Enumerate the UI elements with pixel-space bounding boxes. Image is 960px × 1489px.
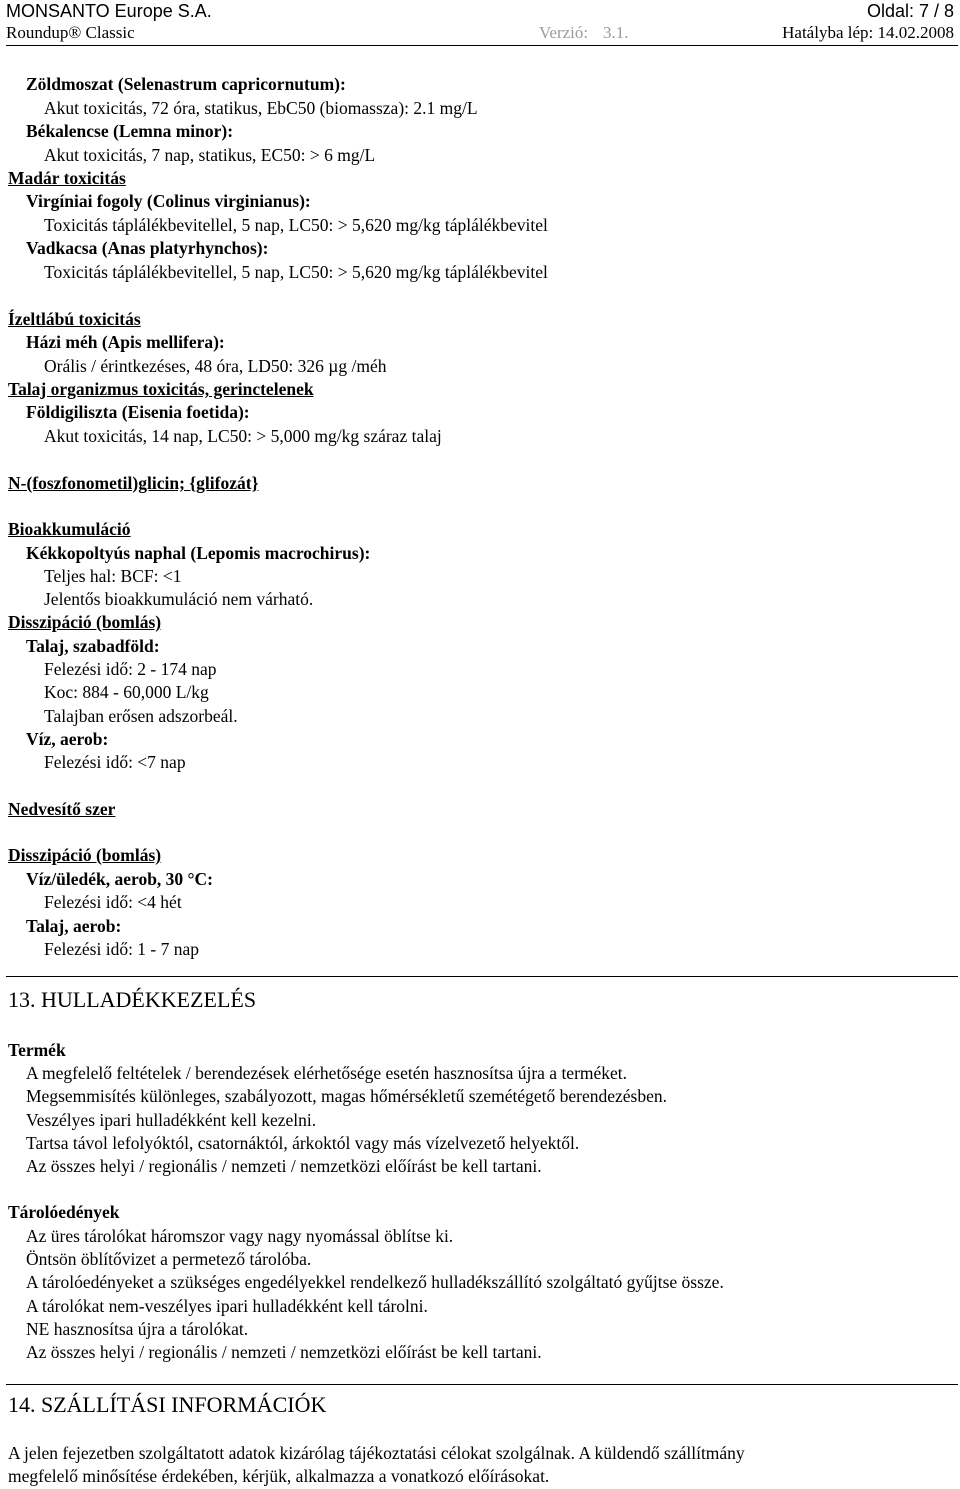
section-heading: N-(foszfonometil)glicin; {glifozát} bbox=[8, 473, 259, 493]
text-line: Felezési idő: <4 hét bbox=[44, 892, 182, 912]
subheading: Termék bbox=[8, 1040, 66, 1060]
subheading: Tárolóedények bbox=[8, 1202, 120, 1222]
text-line: Felezési idő: <7 nap bbox=[44, 752, 186, 772]
subheading: Vadkacsa (Anas platyrhynchos): bbox=[26, 238, 269, 258]
text-line: Toxicitás táplálékbevitellel, 5 nap, LC50: > 5,620 mg/kg táplálékbevitel bbox=[44, 262, 548, 282]
company-name: MONSANTO Europe S.A. bbox=[6, 1, 212, 21]
text-line: Akut toxicitás, 7 nap, statikus, EC50: > 6 mg/L bbox=[44, 145, 376, 165]
section-heading: Talaj organizmus toxicitás, gerinctelenek bbox=[8, 379, 314, 399]
text-line: Megsemmisítés különleges, szabályozott, magas hőmérsékletű szemétégető berendezésben. bbox=[26, 1086, 667, 1106]
page-header bbox=[6, 0, 954, 22]
effective-date: Hatályba lép: 14.02.2008 bbox=[782, 23, 954, 42]
section-heading: Bioakkumuláció bbox=[8, 519, 131, 539]
text-line: Akut toxicitás, 14 nap, LC50: > 5,000 mg/kg száraz talaj bbox=[44, 426, 442, 446]
section-14-heading: 14. SZÁLLÍTÁSI INFORMÁCIÓK bbox=[8, 1392, 327, 1417]
text-line: Az összes helyi / regionális / nemzeti / nemzetközi előírást be kell tartani. bbox=[26, 1156, 542, 1176]
subheading: Talaj, aerob: bbox=[26, 916, 122, 936]
text-line: Felezési idő: 2 - 174 nap bbox=[44, 659, 217, 679]
text-line: Teljes hal: BCF: <1 bbox=[44, 566, 182, 586]
text-line: A megfelelő feltételek / berendezések elérhetősége esetén hasznosítsa újra a terméket. bbox=[26, 1063, 628, 1083]
subheading: Békalencse (Lemna minor): bbox=[26, 121, 234, 141]
text-line: Toxicitás táplálékbevitellel, 5 nap, LC50: > 5,620 mg/kg táplálékbevitel bbox=[44, 215, 548, 235]
section-heading: Nedvesítő szer bbox=[8, 799, 116, 819]
subheading: Zöldmoszat (Selenastrum capricornutum): bbox=[26, 74, 346, 94]
subheading: Házi méh (Apis mellifera): bbox=[26, 332, 225, 352]
section-heading: Ízeltlábú toxicitás bbox=[8, 309, 141, 329]
text-line: Koc: 884 - 60,000 L/kg bbox=[44, 682, 209, 702]
section-divider bbox=[6, 1384, 958, 1385]
section-heading: Disszipáció (bomlás) bbox=[8, 612, 162, 632]
section-heading: Disszipáció (bomlás) bbox=[8, 845, 162, 865]
version-label: Verzió: bbox=[539, 23, 589, 42]
text-line: A tárolókat nem-veszélyes ipari hulladékként kell tárolni. bbox=[26, 1296, 428, 1316]
section-divider bbox=[6, 976, 958, 977]
subheading: Kékkopoltyús naphal (Lepomis macrochirus): bbox=[26, 543, 371, 563]
section-heading: Madár toxicitás bbox=[8, 168, 126, 188]
text-line: Talajban erősen adszorbeál. bbox=[44, 706, 238, 726]
section-13-heading: 13. HULLADÉKKEZELÉS bbox=[8, 987, 257, 1012]
subheading: Virgíniai fogoly (Colinus virginianus): bbox=[26, 191, 311, 211]
text-line: Felezési idő: 1 - 7 nap bbox=[44, 939, 200, 959]
page-subheader bbox=[6, 22, 954, 44]
product-name: Roundup® Classic bbox=[6, 23, 135, 42]
text-line: Az összes helyi / regionális / nemzeti / nemzetközi előírást be kell tartani. bbox=[26, 1342, 542, 1362]
text-line: Tartsa távol lefolyóktól, csatornáktól, árkoktól vagy más vízelvezető helyektől. bbox=[26, 1133, 580, 1153]
text-line: Akut toxicitás, 72 óra, statikus, EbC50 (biomassza): 2.1 mg/L bbox=[44, 98, 478, 118]
text-line: A jelen fejezetben szolgáltatott adatok kizárólag tájékoztatási célokat szolgálnak. A küldendő szállítmány bbox=[8, 1443, 745, 1463]
subheading: Víz/üledék, aerob, 30 °C: bbox=[26, 869, 214, 889]
header-divider bbox=[6, 45, 958, 46]
text-line: Orális / érintkezéses, 48 óra, LD50: 326 µg /méh bbox=[44, 356, 387, 376]
subheading: Víz, aerob: bbox=[26, 729, 109, 749]
text-line: NE hasznosítsa újra a tárolókat. bbox=[26, 1319, 249, 1339]
text-line: Veszélyes ipari hulladékként kell kezelni. bbox=[26, 1110, 317, 1130]
text-line: Az üres tárolókat háromszor vagy nagy nyomással öblítse ki. bbox=[26, 1226, 454, 1246]
page-number: Oldal: 7 / 8 bbox=[866, 1, 954, 21]
text-line: Jelentős bioakkumuláció nem várható. bbox=[44, 589, 314, 609]
version-value: 3.1. bbox=[603, 23, 629, 42]
subheading: Földigiliszta (Eisenia foetida): bbox=[26, 402, 250, 422]
text-line: Öntsön öblítővizet a permetező tárolóba. bbox=[26, 1249, 312, 1269]
text-line: A tárolóedényeket a szükséges engedélyekkel rendelkező hulladékszállító szolgáltató gyűjtse össze. bbox=[26, 1272, 724, 1292]
text-line: megfelelő minősítése érdekében, kérjük, alkalmazza a vonatkozó előírásokat. bbox=[8, 1466, 550, 1486]
subheading: Talaj, szabadföld: bbox=[26, 636, 160, 656]
